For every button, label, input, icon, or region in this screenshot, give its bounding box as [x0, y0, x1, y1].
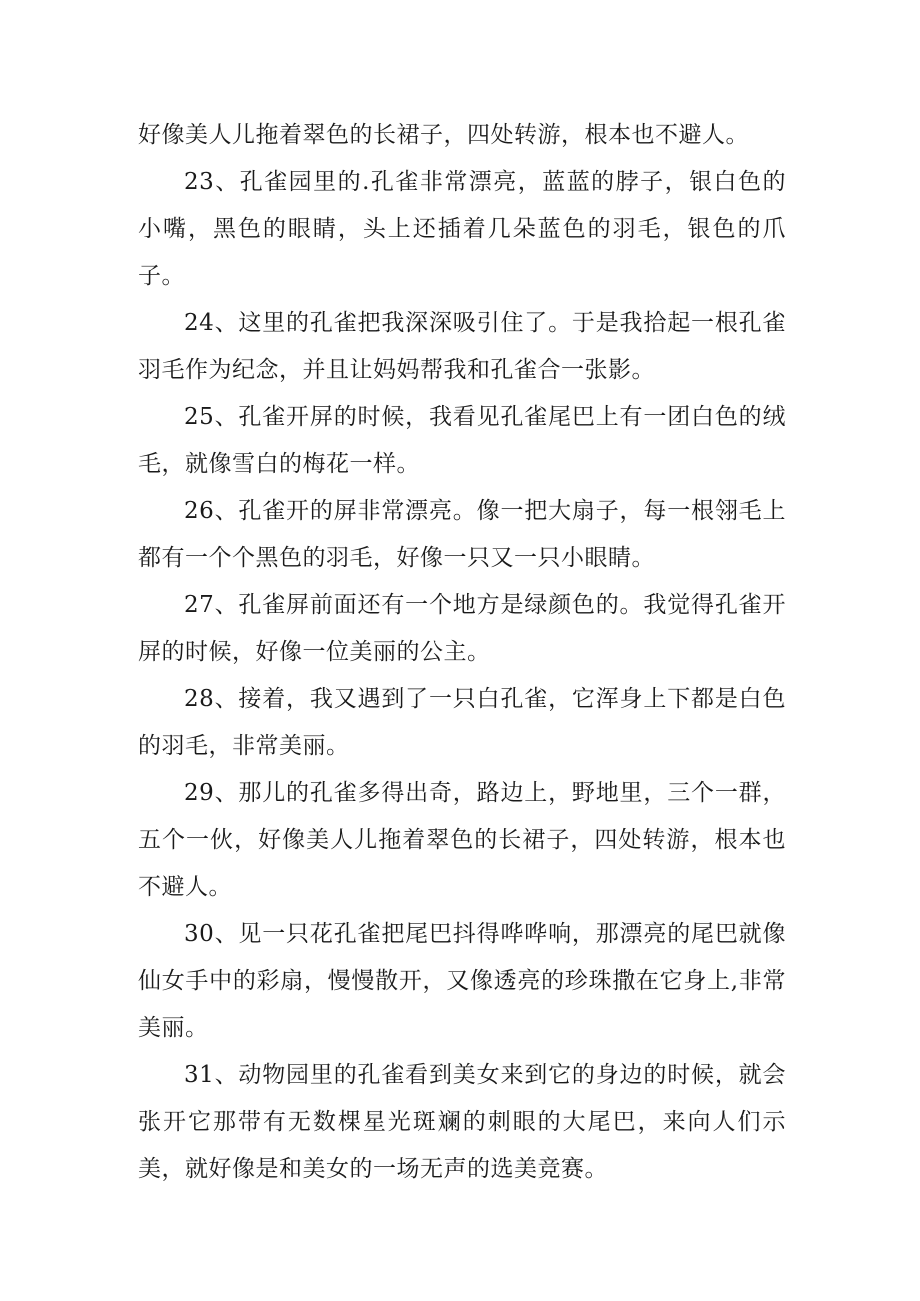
- paragraph: 23、孔雀园里的.孔雀非常漂亮，蓝蓝的脖子，银白色的小嘴，黑色的眼睛，头上还插着几朵蓝色的羽毛，银色的爪子。: [138, 169, 786, 289]
- paragraph: 24、这里的孔雀把我深深吸引住了。于是我拾起一根孔雀羽毛作为纪念，并且让妈妈帮我和孔雀合一张影。: [138, 310, 786, 383]
- paragraph: 28、接着，我又遇到了一只白孔雀，它浑身上下都是白色的羽毛，非常美丽。: [138, 686, 786, 759]
- paragraph: 好像美人儿拖着翠色的长裙子，四处转游，根本也不避人。: [138, 122, 749, 148]
- paragraph: 29、那儿的孔雀多得出奇，路边上，野地里，三个一群，五个一伙，好像美人儿拖着翠色的长裙子，四处转游，根本也不避人。: [138, 780, 786, 900]
- body-text: [138, 112, 786, 1193]
- paragraph: 31、动物园里的孔雀看到美女来到它的身边的时候，就会张开它那带有无数棵星光斑斓的刺眼的大尾巴，来向人们示美，就好像是和美女的一场无声的选美竞赛。: [138, 1062, 786, 1182]
- paragraph: 30、见一只花孔雀把尾巴抖得哗哗响，那漂亮的尾巴就像仙女手中的彩扇，慢慢散开，又像透亮的珍珠撒在它身上,非常美丽。: [138, 921, 786, 1041]
- paragraph: 27、孔雀屏前面还有一个地方是绿颜色的。我觉得孔雀开屏的时候，好像一位美丽的公主。: [138, 592, 786, 665]
- paragraph: 25、孔雀开屏的时候，我看见孔雀尾巴上有一团白色的绒毛，就像雪白的梅花一样。: [138, 404, 786, 477]
- paragraph: 26、孔雀开的屏非常漂亮。像一把大扇子，每一根翎毛上都有一个个黑色的羽毛，好像一只又一只小眼睛。: [138, 498, 786, 571]
